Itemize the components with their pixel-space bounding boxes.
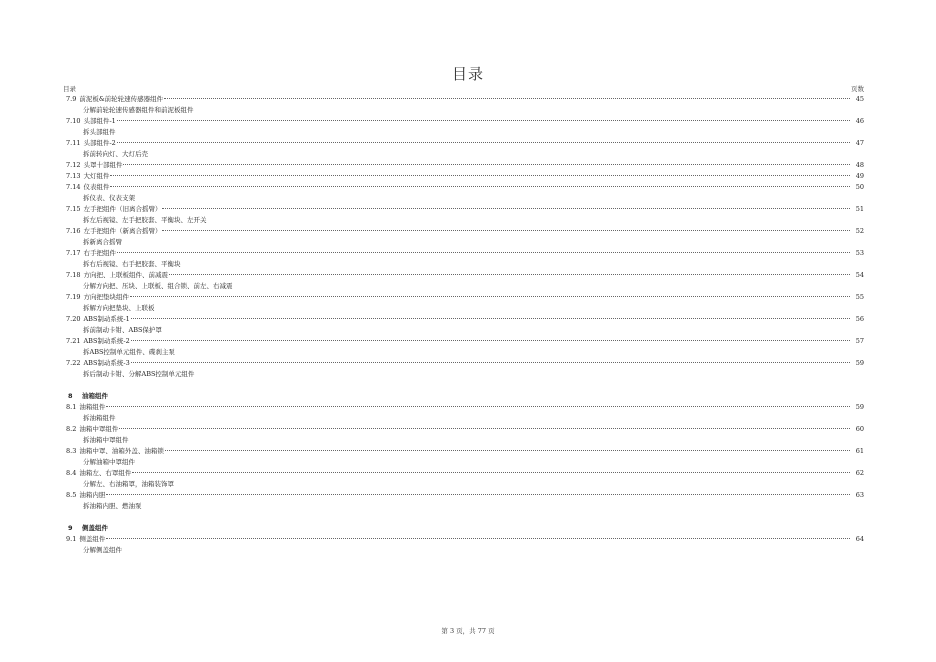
dot-leader	[106, 494, 850, 495]
dot-leader	[123, 164, 850, 165]
toc-entry-page: 60	[855, 425, 864, 433]
toc-entry-page: 53	[855, 249, 864, 257]
toc-entry-title: 仪表组件	[83, 183, 110, 191]
dot-leader	[119, 428, 850, 429]
toc-entry-number: 7.19	[66, 293, 81, 301]
toc-entry-number: 8.1	[66, 403, 77, 411]
toc-entry-title: 油箱组件	[79, 403, 106, 411]
toc-entry-title: 侧盖组件	[79, 535, 106, 543]
dot-leader	[165, 450, 850, 451]
toc-entry-title: 头部组件-2	[83, 139, 116, 147]
toc-entry-description: 分解前轮轮速传感器组件和前泥板组件	[83, 106, 194, 114]
toc-entry-page: 47	[855, 139, 864, 147]
toc-header-label: 目录	[63, 85, 76, 93]
toc-entry-page: 57	[855, 337, 864, 345]
toc-entry[interactable]	[66, 424, 864, 435]
toc-entry-title: 左手把组件（新离合摇臂）	[83, 227, 162, 235]
toc-entry[interactable]	[66, 534, 864, 545]
toc-entry-description: 拆解方向把垫块、上联板	[83, 304, 155, 312]
toc-entry-page: 51	[855, 205, 864, 213]
toc-entry-description: 拆ABS控制单元组件、碟刹主泵	[83, 348, 175, 356]
toc-entry[interactable]	[66, 248, 864, 259]
toc-entry[interactable]	[66, 138, 864, 149]
toc-entry-title: 方向把垫块组件	[83, 293, 129, 301]
toc-entry-number: 7.18	[66, 271, 81, 279]
toc-entry-description: 拆前制动卡钳、ABS保护罩	[83, 326, 162, 334]
toc-entry-title: 油箱中罩、油箱外盖、油箱锁	[79, 447, 164, 455]
dot-leader	[132, 472, 850, 473]
toc-entry-title: 大灯组件	[83, 172, 110, 180]
toc-entry[interactable]	[66, 94, 864, 105]
toc-entry-description: 拆后制动卡钳、分解ABS控制单元组件	[83, 370, 195, 378]
toc-section-heading[interactable]	[66, 391, 864, 402]
toc-entry-description: 拆左后视镜、左手把胶套、平衡块、左开关	[83, 216, 207, 224]
toc-entry-title: 头部组件-1	[83, 117, 116, 125]
toc-entry-title: 右手把组件	[83, 249, 116, 257]
dot-leader	[131, 340, 850, 341]
toc-entry-description: 拆仪表、仪表支架	[83, 194, 135, 202]
toc-entry-number: 7.17	[66, 249, 81, 257]
dot-leader	[117, 252, 850, 253]
toc-entry-number: 9.1	[66, 535, 77, 543]
toc-entry-number: 7.15	[66, 205, 81, 213]
toc-entry-page: 63	[855, 491, 864, 499]
toc-entry[interactable]	[66, 292, 864, 303]
toc-entry-number: 7.10	[66, 117, 81, 125]
toc-entry-description: 分解侧盖组件	[83, 546, 122, 554]
toc-entry[interactable]	[66, 182, 864, 193]
toc-entry-title: 左手把组件（旧离合摇臂）	[83, 205, 162, 213]
toc-entry-title: 前泥板&前轮轮速传感器组件	[79, 95, 164, 103]
dot-leader	[131, 318, 850, 319]
toc-entry-description: 拆新离合摇臂	[83, 238, 122, 246]
toc-entry-page: 64	[855, 535, 864, 543]
toc-entry-title: 方向把、上联板组件、前减震	[83, 271, 168, 279]
toc-entry-number: 7.22	[66, 359, 81, 367]
toc-entry-description: 拆右后视镜、右手把胶套、平衡块	[83, 260, 181, 268]
dot-leader	[117, 120, 850, 121]
toc-entry-description: 拆油箱组件	[83, 414, 116, 422]
toc-entry-number: 7.12	[66, 161, 81, 169]
toc-entry-description: 拆油箱中罩组件	[83, 436, 129, 444]
toc-entry-number: 7.14	[66, 183, 81, 191]
toc-entry[interactable]	[66, 468, 864, 479]
toc-entry-page: 54	[855, 271, 864, 279]
toc-entry-title: ABS制动系统-3	[83, 359, 130, 367]
dot-leader	[131, 362, 850, 363]
toc-section-heading[interactable]	[66, 523, 864, 534]
toc-entry[interactable]	[66, 402, 864, 413]
dot-leader	[162, 208, 850, 209]
dot-leader	[164, 98, 850, 99]
toc-entry-number: 8.4	[66, 469, 77, 477]
toc-entry-page: 50	[855, 183, 864, 191]
toc-entry-page: 61	[855, 447, 864, 455]
toc-section-title: 侧盖组件	[82, 524, 108, 532]
toc-entry-number: 8.5	[66, 491, 77, 499]
dot-leader	[162, 230, 850, 231]
toc-entry-description: 拆前转向灯、大灯后壳	[83, 150, 148, 158]
dot-leader	[130, 296, 850, 297]
dot-leader	[106, 538, 850, 539]
toc-entry-page: 48	[855, 161, 864, 169]
toc-entry-title: 头罩十部组件	[83, 161, 123, 169]
toc-entry[interactable]	[66, 358, 864, 369]
toc-entry-number: 7.9	[66, 95, 77, 103]
toc-entry[interactable]	[66, 116, 864, 127]
toc-entry-title: ABS制动系统-2	[83, 337, 130, 345]
toc-entry-page: 59	[855, 403, 864, 411]
toc-entry-number: 7.11	[66, 139, 81, 147]
toc-entry[interactable]	[66, 490, 864, 501]
toc-entry[interactable]	[66, 171, 864, 182]
toc-section-title: 油箱组件	[82, 392, 108, 400]
toc-entry-title: ABS制动系统-1	[83, 315, 130, 323]
toc-entry-page: 59	[855, 359, 864, 367]
toc-entry-number: 8.3	[66, 447, 77, 455]
table-of-contents	[66, 94, 864, 556]
toc-entry[interactable]	[66, 204, 864, 215]
dot-leader	[110, 186, 850, 187]
toc-entry-page: 46	[855, 117, 864, 125]
toc-entry-description: 分解方向把、压块、上联板、组合锁、前左、右减震	[83, 282, 233, 290]
dot-leader	[106, 406, 850, 407]
page-footer: 第 3 页，共 77 页	[441, 627, 495, 635]
toc-entry[interactable]	[66, 160, 864, 171]
toc-entry-description: 分解左、右油箱罩，油箱装饰罩	[83, 480, 174, 488]
toc-entry-page: 52	[855, 227, 864, 235]
toc-entry-page: 56	[855, 315, 864, 323]
toc-entry[interactable]	[66, 226, 864, 237]
dot-leader	[117, 142, 850, 143]
toc-entry[interactable]	[66, 270, 864, 281]
toc-entry-description: 拆头部组件	[83, 128, 116, 136]
toc-entry-description: 分解油箱中罩组件	[83, 458, 135, 466]
toc-section-number: 8	[68, 392, 73, 400]
toc-entry-number: 8.2	[66, 425, 77, 433]
toc-entry-page: 49	[855, 172, 864, 180]
toc-entry[interactable]	[66, 336, 864, 347]
toc-entry-number: 7.13	[66, 172, 81, 180]
dot-leader	[169, 274, 850, 275]
toc-entry-number: 7.16	[66, 227, 81, 235]
page-number-header: 页数	[851, 85, 864, 93]
toc-entry-title: 油箱左、右罩组件	[79, 469, 132, 477]
toc-entry-number: 7.21	[66, 337, 81, 345]
toc-entry-page: 45	[855, 95, 864, 103]
toc-entry-page: 62	[855, 469, 864, 477]
toc-entry-page: 55	[855, 293, 864, 301]
toc-section-number: 9	[68, 524, 73, 532]
toc-entry-title: 油箱内胆	[79, 491, 106, 499]
toc-entry-number: 7.20	[66, 315, 81, 323]
toc-entry-title: 油箱中罩组件	[79, 425, 119, 433]
dot-leader	[110, 175, 850, 176]
toc-entry[interactable]	[66, 446, 864, 457]
toc-entry[interactable]	[66, 314, 864, 325]
toc-entry-description: 拆油箱内胆、燃油泵	[83, 502, 142, 510]
page-title: 目录	[451, 65, 484, 83]
